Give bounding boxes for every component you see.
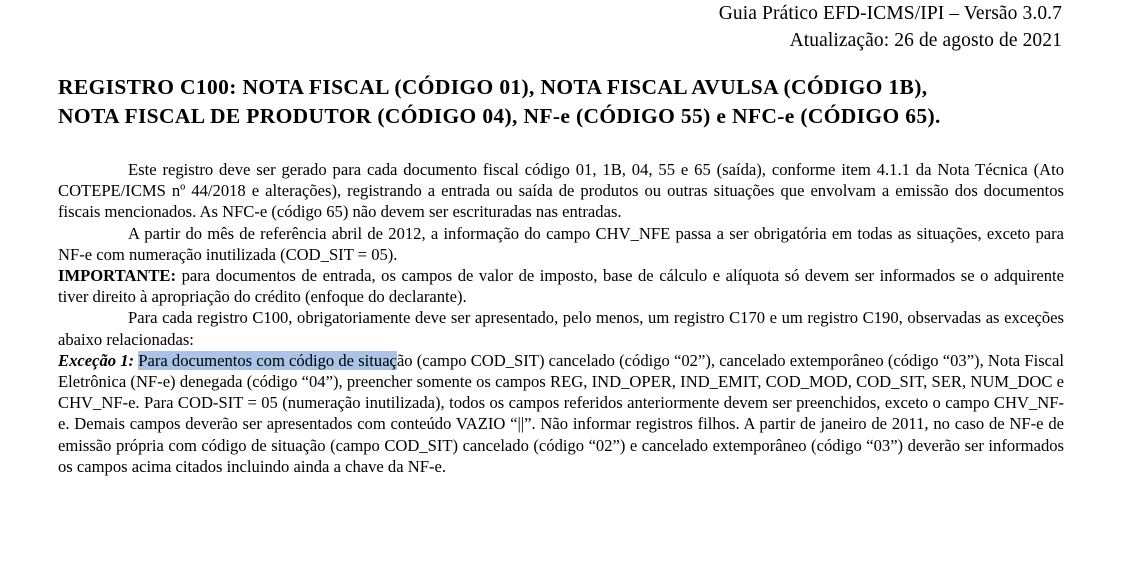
importante-text: para documentos de entrada, os campos de valor de imposto, base de cálculo e alíquota só devem ser informados se o adquirente tiver direito à apropriação do crédito (enfoque do declarante). <box>58 266 1064 307</box>
paragraph-importante <box>58 265 1064 307</box>
update-date-header: Atualização: 26 de agosto de 2021 <box>789 30 1062 51</box>
paragraph-excecao-1 <box>58 350 1064 477</box>
section-title-line-1: REGISTRO C100: NOTA FISCAL (CÓDIGO 01), NOTA FISCAL AVULSA (CÓDIGO 1B), <box>58 75 928 99</box>
section-title-line-2: NOTA FISCAL DE PRODUTOR (CÓDIGO 04), NF-e (CÓDIGO 55) e NFC-e (CÓDIGO 65). <box>58 104 941 128</box>
excecao-1-text: ão (campo COD_SIT) cancelado (código “02”), cancelado extemporâneo (código “03”), Nota Fiscal Eletrônica (NF-e) denegada (código “04”), preencher somente os campos REG, IND_OPER, IND_EMIT, COD_MOD, COD_SIT, SER, NUM_DOC e CHV_NF-e. Para COD-SIT = 05 (numeração inutilizada), todos os campos referidos anteriormente devem ser preenchidos, exceto o campo CHV_NF-e. Demais campos deverão ser apresentados com conteúdo VAZIO “||”. Não informar registros filhos. A partir de janeiro de 2011, no caso de NF-e de emissão própria com código de situação (campo COD_SIT) cancelado (código “02”) e cancelado extemporâneo (código “03”) deverão ser informados os campos acima citados incluindo ainda a chave da NF-e. <box>58 350 1064 476</box>
body-text <box>58 159 1064 477</box>
paragraph-intro: Este registro deve ser gerado para cada documento fiscal código 01, 1B, 04, 55 e 65 (saída), conforme item 4.1.1 da Nota Técnica (Ato COTEPE/ICMS nº 44/2018 e alterações), registrando a entrada ou saída de produtos ou outras situações que envolvam a emissão dos documentos fiscais mencionados. As NFC-e (código 65) não devem ser escrituradas nas entradas. <box>58 160 1064 222</box>
importante-label: IMPORTANTE: <box>58 266 177 286</box>
paragraph-c170-c190: Para cada registro C100, obrigatoriamente deve ser apresentado, pelo menos, um registro C170 e um registro C190, observadas as exceções abaixo relacionadas: <box>58 308 1064 349</box>
excecao-1-label: Exceção 1: <box>58 350 135 370</box>
paragraph-chv-nfe: A partir do mês de referência abril de 2012, a informação do campo CHV_NFE passa a ser obrigatória em todas as situações, exceto para NF-e com numeração inutilizada (COD_SIT = 05). <box>58 223 1064 264</box>
selected-text-highlight[interactable]: Para documentos com código de situaç <box>138 350 397 370</box>
guide-version-header: Guia Prático EFD-ICMS/IPI – Versão 3.0.7 <box>718 3 1062 24</box>
